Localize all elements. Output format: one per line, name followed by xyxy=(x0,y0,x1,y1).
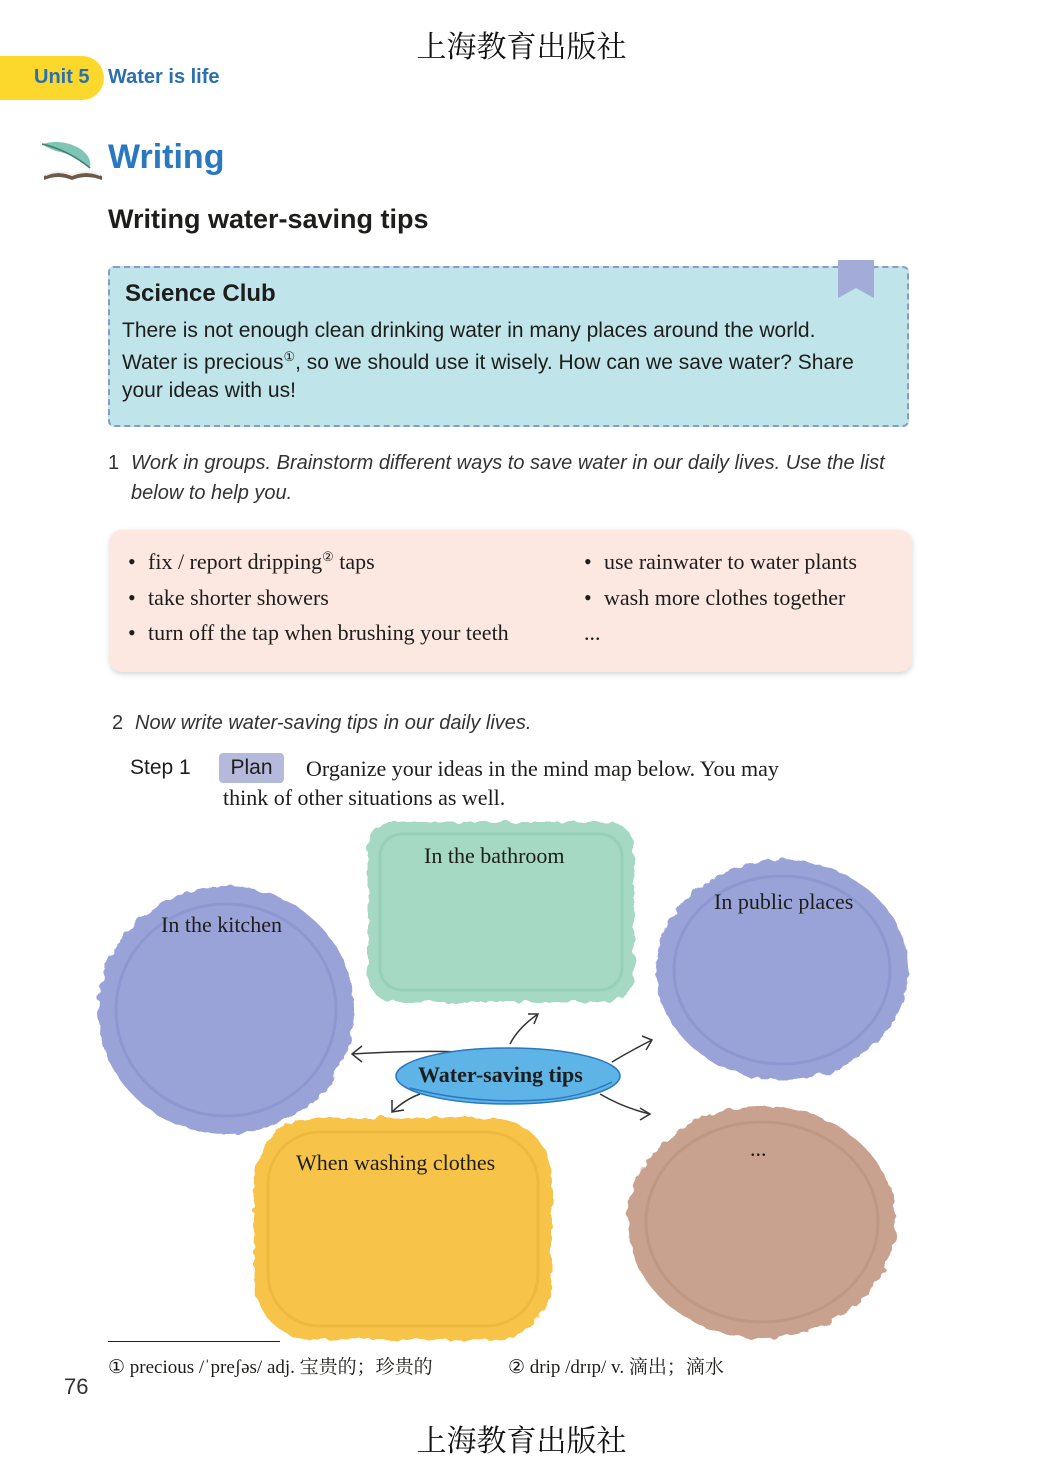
task-1-line-2: below to help you. xyxy=(131,482,293,504)
footnote-2: ② drip /drɪp/ v. 滴出；滴水 xyxy=(508,1357,724,1378)
list-item: • fix / report dripping② taps xyxy=(128,549,375,574)
task-2-text: Now write water-saving tips in our daily lives. xyxy=(135,712,532,734)
page-number: 76 xyxy=(64,1374,89,1399)
kitchen-label: In the kitchen xyxy=(161,912,282,937)
step-text-line-1: Organize your ideas in the mind map below. You may xyxy=(306,756,779,781)
washing-label: When washing clothes xyxy=(296,1150,496,1175)
section-subtitle: Writing water-saving tips xyxy=(108,204,429,234)
task-1-line-1: Work in groups. Brainstorm different ways to save water in our daily lives. Use the list xyxy=(131,452,885,474)
list-item: • use rainwater to water plants xyxy=(584,549,857,574)
science-club-line-1: There is not enough clean drinking water in many places around the world. xyxy=(122,319,816,342)
list-ellipsis: ... xyxy=(584,620,601,645)
center-label: Water-saving tips xyxy=(418,1062,583,1087)
footnote-mark-1: ① xyxy=(283,349,296,364)
list-item: • take shorter showers xyxy=(128,585,329,610)
step-text-line-2: think of other situations as well. xyxy=(223,785,506,810)
science-club-line-2: Water is precious①, so we should use it wisely. How can we save water? Share xyxy=(122,349,854,374)
section-title: Writing xyxy=(108,138,225,176)
publisher-footer: 上海教育出版社 xyxy=(416,1424,627,1459)
bathroom-label: In the bathroom xyxy=(424,843,565,868)
unit-name: Water is life xyxy=(108,66,220,88)
other-label: ... xyxy=(750,1136,767,1161)
list-item: • wash more clothes together xyxy=(584,585,846,610)
footnote-mark-2: ② xyxy=(322,549,334,564)
footnote-rule xyxy=(108,1341,280,1342)
plan-tag: Plan xyxy=(219,753,284,783)
footnote-1: ① precious /ˈpreʃəs/ adj. 宝贵的；珍贵的 xyxy=(108,1357,433,1378)
publisher-header: 上海教育出版社 xyxy=(416,30,627,65)
task-1-number: 1 xyxy=(108,452,120,474)
science-club-title: Science Club xyxy=(125,280,276,307)
science-club-line-3: your ideas with us! xyxy=(122,379,296,402)
step-label: Step 1 xyxy=(130,756,191,779)
list-item: • turn off the tap when brushing your teeth xyxy=(128,620,509,645)
task-2-number: 2 xyxy=(112,712,124,734)
public-label: In public places xyxy=(714,889,854,914)
unit-number: Unit 5 xyxy=(34,66,90,88)
bookmark-icon xyxy=(838,260,874,298)
book-quill-icon xyxy=(38,136,106,182)
